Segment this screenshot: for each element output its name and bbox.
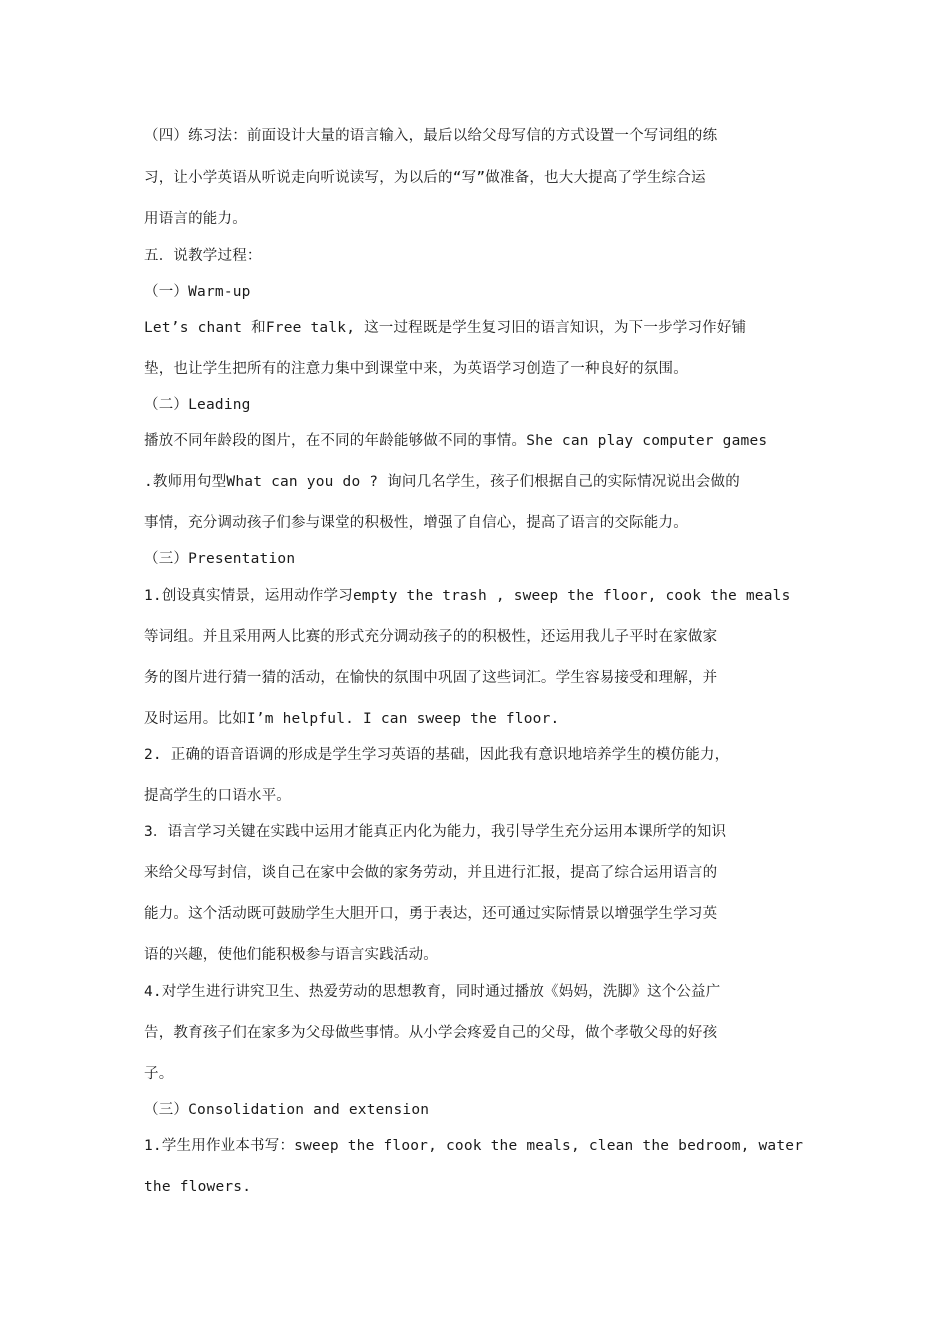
section-heading: 五．说教学过程： [144, 248, 262, 264]
text-line: 务的图片进行猜一猜的活动，在愉快的氛围中巩固了这些词汇。学生容易接受和理解，并 [144, 670, 718, 686]
text-line: 能力。这个活动既可鼓励学生大胆开口，勇于表达，还可通过实际情景以增强学生学习英 [144, 906, 718, 922]
subsection-heading: （三）Presentation [144, 551, 296, 567]
text-line: 告，教育孩子们在家多为父母做些事情。从小学会疼爱自己的父母，做个孝敬父母的好孩 [144, 1025, 718, 1041]
text-line: .教师用句型What can you do ? 询问几名学生，孩子们根据自己的实际情况说出会做的 [144, 474, 740, 490]
text-line: （四）练习法：前面设计大量的语言输入，最后以给父母写信的方式设置一个写词组的练 [144, 128, 718, 144]
text-line: 2. 正确的语音语调的形成是学生学习英语的基础，因此我有意识地培养学生的模仿能力， [144, 747, 730, 763]
text-line: 事情，充分调动孩子们参与课堂的积极性，增强了自信心，提高了语言的交际能力。 [144, 515, 688, 531]
subsection-heading: （一）Warm-up [144, 284, 251, 300]
text-line: 提高学生的口语水平。 [144, 788, 291, 804]
text-line: 垫，也让学生把所有的注意力集中到课堂中来，为英语学习创造了一种良好的氛围。 [144, 361, 688, 377]
text-line: 4.对学生进行讲究卫生、热爱劳动的思想教育，同时通过播放《妈妈，洗脚》这个公益广 [144, 984, 721, 1000]
text-line: 等词组。并且采用两人比赛的形式充分调动孩子的的积极性，还运用我儿子平时在家做家 [144, 629, 718, 645]
text-line: 子。 [144, 1066, 174, 1082]
text-line: 3．语言学习关键在实践中运用才能真正内化为能力，我引导学生充分运用本课所学的知识 [144, 824, 727, 840]
text-line: Let’s chant 和Free talk, 这一过程既是学生复习旧的语言知识，为下一步学习作好铺 [144, 320, 747, 336]
text-line: 习，让小学英语从听说走向听说读写，为以后的“写”做准备，也大大提高了学生综合运 [144, 170, 706, 186]
text-line: 来给父母写封信，谈自己在家中会做的家务劳动，并且进行汇报，提高了综合运用语言的 [144, 865, 718, 881]
text-line: 1.学生用作业本书写：sweep the floor, cook the meals, clean the bedroom, water [144, 1138, 804, 1154]
text-line: 及时运用。比如I’m helpful. I can sweep the floor. [144, 711, 560, 727]
subsection-heading: （二）Leading [144, 397, 251, 413]
text-line: 语的兴趣，使他们能积极参与语言实践活动。 [144, 947, 438, 963]
text-line: 用语言的能力。 [144, 211, 247, 227]
text-line: 1.创设真实情景，运用动作学习empty the trash , sweep the floor, cook the meals [144, 588, 791, 604]
subsection-heading: （三）Consolidation and extension [144, 1102, 430, 1118]
text-line: 播放不同年龄段的图片，在不同的年龄能够做不同的事情。She can play computer games [144, 433, 768, 449]
text-line: the flowers. [144, 1179, 252, 1195]
